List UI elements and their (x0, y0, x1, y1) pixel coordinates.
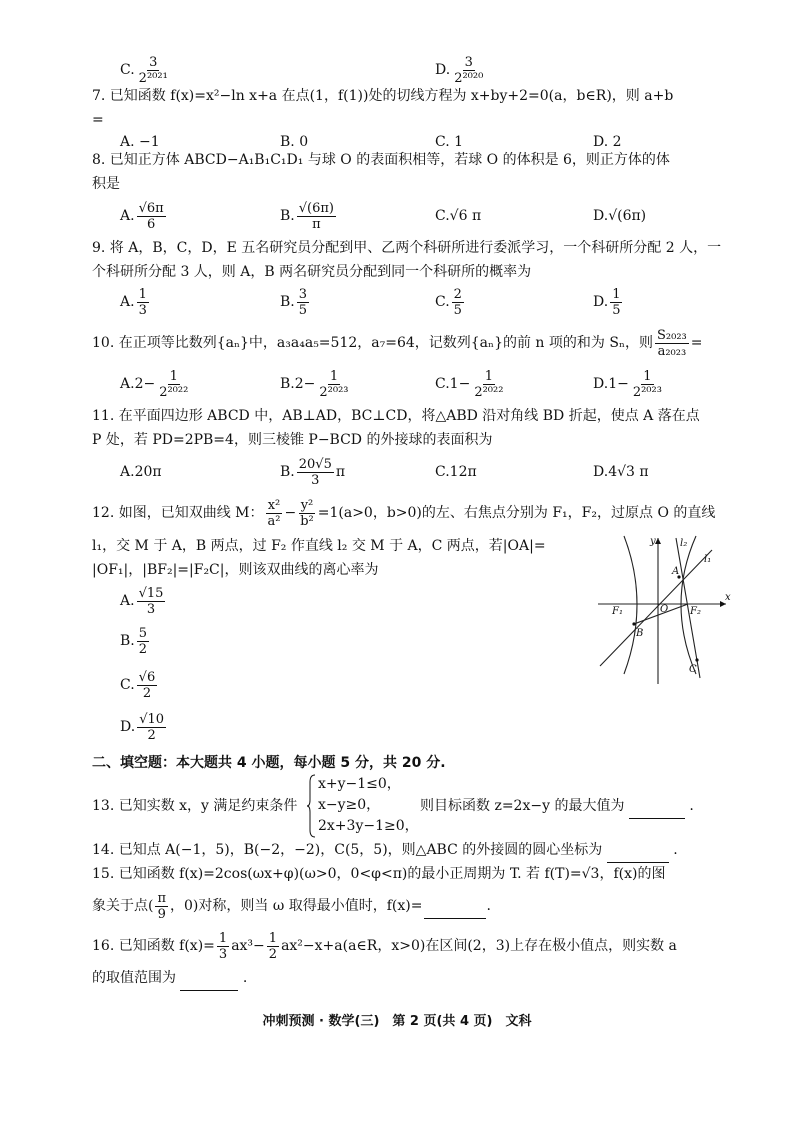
label-f2: F₂ (690, 606, 701, 617)
option-label: B. (280, 464, 295, 480)
answer-blank (180, 966, 238, 991)
frac-num: √10 (139, 711, 165, 727)
q13-stem: 13. 已知实数 x，y 满足约束条件 (92, 798, 298, 814)
frac-den: 3 (311, 472, 320, 488)
frac-num: 1 (268, 930, 278, 946)
y-arrow-icon (655, 538, 661, 544)
option-suffix: π (335, 464, 346, 480)
q8-option-b (280, 196, 338, 236)
option-prefix: 1− (608, 376, 629, 392)
q12-text-b: =1(a>0，b>0)的左、右焦点分别为 F₁，F₂，过原点 O 的直线 (317, 505, 716, 521)
q9-option-d (593, 282, 624, 322)
frac-den: π (312, 216, 321, 232)
option-label: C. (435, 208, 450, 224)
frac-den: 2 (138, 641, 148, 657)
q10-equals: = (690, 335, 703, 351)
q8-line2: 积是 (92, 176, 120, 192)
section-2-title: 二、填空题：本大题共 4 小题，每小题 5 分，共 20 分. (92, 755, 446, 771)
frac-num: 1 (218, 930, 228, 946)
frac-num: x² (267, 497, 281, 513)
q13-after: 则目标函数 z=2x−y 的最大值为 (420, 798, 625, 814)
q15-text-a: 象关于点( (92, 898, 154, 914)
constraint-3: 2x+3y−1≥0， (318, 818, 419, 834)
label-x: x (725, 592, 731, 603)
q12-option-a (120, 584, 167, 618)
frac-den: 2²⁰²² (474, 384, 504, 400)
q8-option-c (435, 196, 481, 236)
option-label: D. (593, 464, 609, 480)
frac-num: 1 (484, 368, 494, 384)
frac-num: √6π (138, 200, 164, 216)
option-label: B. (120, 633, 135, 649)
frac-num: 1 (612, 286, 621, 302)
option-text: √(6π) (608, 208, 647, 224)
q16-line1 (92, 928, 732, 964)
label-f1: F₁ (612, 606, 623, 617)
frac-num: S₂₀₂₃ (657, 327, 687, 343)
answer-blank (607, 838, 669, 863)
frac-num: 3 (298, 286, 308, 302)
q12-text-a: 12. 如图，已知双曲线 M： (92, 505, 264, 521)
frac-num: √(6π) (298, 200, 334, 216)
q13-tail (420, 794, 694, 819)
q9-line2: 个科研所分配 3 人，则 A，B 两名研究员分配到同一个科研所的概率为 (92, 264, 532, 280)
q10-option-a (120, 364, 192, 404)
point-b (632, 622, 635, 625)
frac-den: 2²⁰²⁰ (454, 70, 484, 86)
q10-option-d (593, 364, 666, 404)
option-label: A. (120, 376, 135, 392)
option-label: D. (593, 376, 609, 392)
question-14 (92, 838, 732, 863)
q11-line2: P 处，若 PD=2PB=4，则三棱锥 P−BCD 的外接球的表面积为 (92, 432, 493, 448)
q10-option-c (435, 364, 507, 404)
q7-option-b: B. 0 (280, 134, 309, 150)
frac-num: 20√5 (298, 456, 332, 472)
frac-den: b² (300, 513, 314, 529)
q9-option-b (280, 282, 311, 322)
q7-option-c: C. 1 (435, 134, 464, 150)
label-b: B (636, 628, 644, 639)
option-text: 20π (134, 464, 162, 480)
frac-den: a₂₀₂₃ (657, 343, 687, 359)
option-label: C. (435, 376, 450, 392)
frac-num: √6 (138, 669, 156, 685)
option-prefix: 2− (294, 376, 316, 392)
q16-text-a: 16. 已知函数 f(x)= (92, 938, 215, 954)
hyperbola-figure (592, 528, 734, 690)
q11-option-b (280, 452, 345, 492)
q11-option-c (435, 452, 477, 492)
option-label: B. (280, 376, 295, 392)
label-c: C (689, 664, 697, 675)
q15-end: . (486, 898, 491, 914)
question-8 (92, 148, 732, 196)
q12-minus: − (284, 505, 297, 521)
frac-den: 5 (612, 302, 621, 318)
option-label: C. (120, 677, 135, 693)
constraint-2: x−y≥0， (318, 797, 381, 813)
question-10 (92, 326, 732, 360)
option-text: √6 π (449, 208, 482, 224)
q9-option-c (435, 282, 466, 322)
q10-options (120, 364, 740, 404)
option-text: 4√3 π (608, 464, 649, 480)
frac-num: 1 (329, 368, 339, 384)
frac-den: 3 (146, 601, 156, 617)
q13-end: . (689, 798, 694, 814)
q14-stem: 14. 已知点 A(−1，5)，B(−2，−2)，C(5，5)，则△ABC 的外接圆的圆心坐标为 (92, 842, 603, 858)
label-y: y (650, 536, 656, 547)
question-11 (92, 404, 732, 452)
q8-options (120, 196, 740, 236)
frac-den: 2²⁰²² (159, 384, 189, 400)
question-9 (92, 236, 732, 284)
frac-num: 2 (453, 286, 462, 302)
frac-den: 2 (268, 946, 278, 962)
page-footer: 冲刺预测 · 数学(三) 第 2 页(共 4 页) 文科 (262, 1014, 532, 1029)
q11-options (120, 452, 740, 492)
q16-text-b: ax²−x+a(a∈R，x>0)在区间(2，3)上存在极小值点，则实数 a (281, 938, 677, 954)
q16-line2 (92, 966, 732, 991)
option-label: C. (435, 294, 450, 310)
frac-num: π (157, 890, 167, 906)
q15-text-b: ，0)对称，则当 ω 取得最小值时，f(x)= (170, 898, 423, 914)
q11-option-d (593, 452, 649, 492)
right-branch (681, 536, 696, 674)
q12-option-c (120, 668, 159, 702)
label-l2: l₂ (680, 538, 688, 549)
option-label: C. (120, 62, 135, 78)
q12-option-b (120, 624, 151, 658)
q14-end: . (673, 842, 678, 858)
point-c (695, 658, 698, 661)
option-label: D. (435, 62, 451, 78)
option-label: D. (593, 208, 609, 224)
frac-num: √15 (138, 585, 164, 601)
option-label: C. (435, 464, 450, 480)
frac-num: 1 (643, 368, 652, 384)
option-label: B. (280, 294, 295, 310)
q8-line1: 8. 已知正方体 ABCD−A₁B₁C₁D₁ 与球 O 的表面积相等，若球 O 的体积是 6，则正方体的体 (92, 152, 670, 168)
q7-stem: 7. 已知函数 f(x)=x²−ln x+a 在点(1，f(1))处的切线方程为 x+by+2=0(a，b∈R)，则 a+b (92, 88, 674, 104)
question-12-line1 (92, 496, 732, 530)
q8-option-d (593, 196, 646, 236)
frac-num: 3 (149, 54, 158, 70)
frac-den: 2 (147, 727, 156, 743)
label-a: A (672, 566, 680, 577)
option-label: A. (120, 593, 135, 609)
frac-num: 1 (138, 286, 147, 302)
frac-den: 6 (146, 216, 156, 232)
frac-num: y² (300, 497, 314, 513)
q7-option-a: A. −1 (120, 134, 160, 150)
frac-den: 2²⁰²³ (319, 384, 349, 400)
q9-option-a (120, 282, 151, 322)
q15-line2 (92, 888, 732, 924)
option-label: D. (120, 719, 136, 735)
frac-den: 2 (142, 685, 152, 701)
frac-num: 1 (169, 368, 178, 384)
q11-line1: 11. 在平面四边形 ABCD 中，AB⊥AD，BC⊥CD，将△ABD 沿对角线 BD 折起，使点 A 落在点 (92, 408, 700, 424)
brace-icon (306, 774, 316, 838)
option-prefix: 1− (449, 376, 471, 392)
q12-line2: l₁，交 M 于 A，B 两点，过 F₂ 作直线 l₂ 交 M 于 A，C 两点，若|OA|= (92, 538, 546, 554)
frac-den: 9 (157, 906, 166, 922)
q12-line3: |OF₁|，|BF₂|=|F₂C|，则该双曲线的离心率为 (92, 562, 379, 578)
constraint-1: x+y−1≤0， (318, 776, 401, 792)
q16-mid: ax³− (231, 938, 265, 954)
frac-den: a² (267, 513, 281, 529)
q7-stem-cont: = (92, 112, 104, 128)
frac-den: 5 (298, 302, 308, 318)
frac-num: 5 (138, 625, 148, 641)
option-text: 12π (449, 464, 477, 480)
option-label: A. (120, 208, 135, 224)
q12-option-d (120, 710, 168, 744)
frac-den: 2²⁰²³ (632, 384, 662, 400)
label-o: O (660, 604, 669, 615)
q11-option-a (120, 452, 162, 492)
option-label: B. (280, 208, 295, 224)
option-label: A. (120, 464, 135, 480)
frac-den: 3 (138, 302, 147, 318)
q15-line1: 15. 已知函数 f(x)=2cos(ωx+φ)(ω>0，0<φ<π)的最小正周期为 T. 若 f(T)=√3，f(x)的图 (92, 866, 666, 882)
q10-option-b (280, 364, 353, 404)
q16-line2-text: 的取值范围为 (92, 970, 176, 986)
option-prefix: 2− (134, 376, 156, 392)
left-branch (624, 536, 637, 674)
q9-options (120, 282, 740, 322)
q8-option-a (120, 196, 168, 236)
frac-den: 3 (218, 946, 228, 962)
q7-option-d: D. 2 (593, 134, 622, 150)
label-l1: l₁ (704, 554, 712, 565)
q16-end: . (242, 970, 248, 986)
q13-constraints (318, 774, 419, 837)
option-label: D. (593, 294, 609, 310)
question-12-rest (92, 534, 602, 582)
answer-blank (629, 794, 685, 819)
frac-den: 2²⁰²¹ (138, 70, 168, 86)
q9-line1: 9. 将 A，B，C，D，E 五名研究员分配到甲、乙两个科研所进行委派学习，一个科研所分配 2 人，一 (92, 240, 722, 256)
frac-num: 3 (464, 54, 473, 70)
q10-stem: 10. 在正项等比数列{aₙ}中，a₃a₄a₅=512，a₇=64，记数列{aₙ}的前 n 项的和为 Sₙ，则 (92, 335, 653, 351)
option-label: A. (120, 294, 135, 310)
answer-blank (424, 894, 486, 919)
frac-den: 5 (453, 302, 462, 318)
